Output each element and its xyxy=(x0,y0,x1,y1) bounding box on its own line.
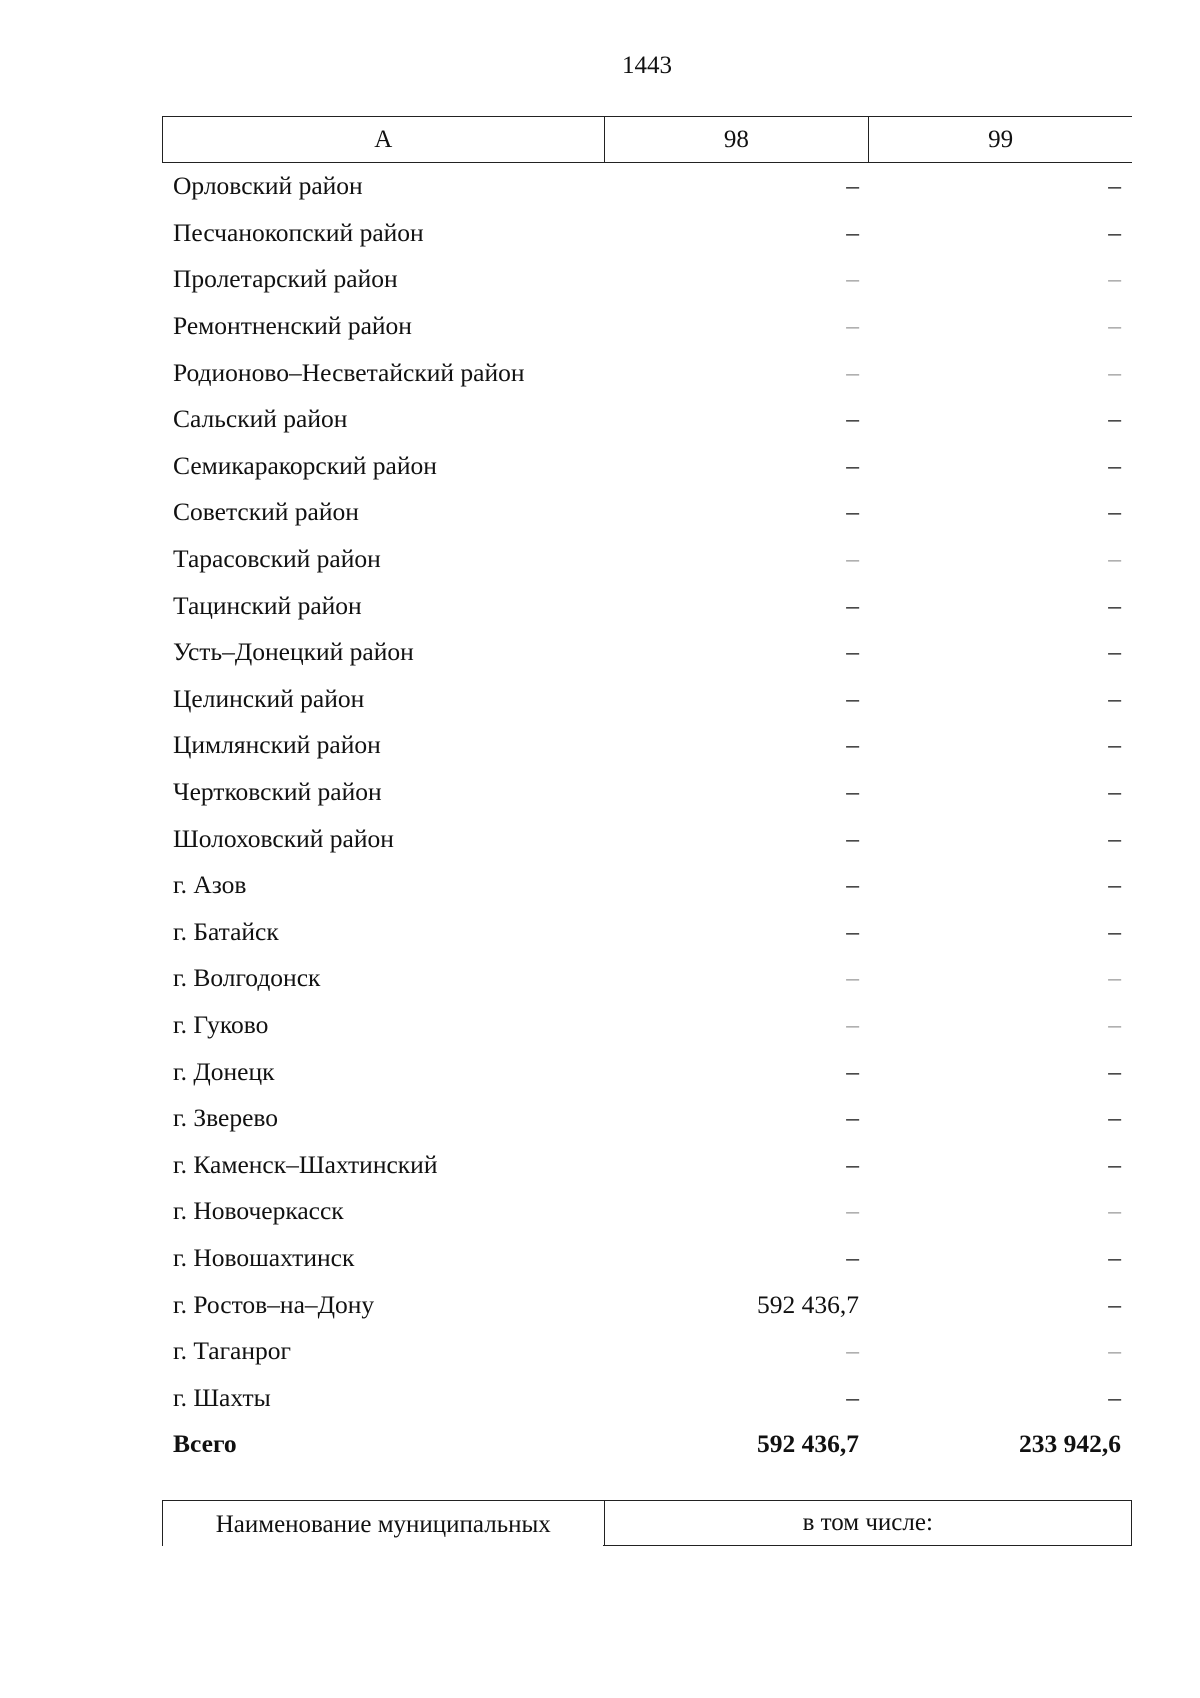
table-row xyxy=(162,582,1132,629)
header-col-a: А xyxy=(163,117,605,162)
row-value-99: – xyxy=(1108,730,1121,760)
total-value-99: 233 942,6 xyxy=(1019,1429,1121,1459)
row-name: Целинский район xyxy=(173,683,365,713)
row-name: г. Новошахтинск xyxy=(173,1242,355,1272)
row-name: г. Ростов–на–Дону xyxy=(173,1289,375,1319)
row-value-98: – xyxy=(846,404,859,434)
total-label: Всего xyxy=(173,1429,237,1459)
row-name: г. Каменск–Шахтинский xyxy=(173,1149,438,1179)
row-value-99: – xyxy=(1108,683,1121,713)
next-header-col-name: Наименование муниципальных xyxy=(163,1501,605,1545)
row-value-98: – xyxy=(846,311,859,341)
row-value-99: – xyxy=(1108,1056,1121,1086)
row-value-98: – xyxy=(846,1382,859,1412)
row-value-98: – xyxy=(846,1242,859,1272)
table-row xyxy=(162,1048,1132,1095)
table-row xyxy=(162,443,1132,490)
row-value-99: – xyxy=(1108,171,1121,201)
row-value-99: – xyxy=(1108,311,1121,341)
table-row xyxy=(162,676,1132,723)
page-number: 1443 xyxy=(622,52,672,79)
row-value-98: – xyxy=(846,916,859,946)
row-name: Шолоховский район xyxy=(173,823,394,853)
table-row xyxy=(162,536,1132,583)
row-value-98: – xyxy=(846,1149,859,1179)
header-col-98: 98 xyxy=(605,117,870,162)
row-name: г. Гуково xyxy=(173,1009,269,1039)
table-row xyxy=(162,256,1132,303)
table-header xyxy=(162,116,1132,163)
total-value-98: 592 436,7 xyxy=(757,1429,859,1459)
row-name: Ремонтненский район xyxy=(173,311,412,341)
row-value-99: – xyxy=(1108,777,1121,807)
row-value-98: – xyxy=(846,870,859,900)
table-body xyxy=(162,163,1132,1468)
table-row xyxy=(162,1002,1132,1049)
row-name: г. Донецк xyxy=(173,1056,275,1086)
table-row xyxy=(162,769,1132,816)
row-name: Цимлянский район xyxy=(173,730,381,760)
row-value-98: – xyxy=(846,544,859,574)
table-row xyxy=(162,862,1132,909)
table-row xyxy=(162,1141,1132,1188)
table-row xyxy=(162,1235,1132,1282)
row-value-98: – xyxy=(846,1196,859,1226)
row-value-98: – xyxy=(846,683,859,713)
table-row xyxy=(162,303,1132,350)
row-value-98: – xyxy=(846,963,859,993)
row-value-99: – xyxy=(1108,1382,1121,1412)
row-value-99: – xyxy=(1108,450,1121,480)
next-header-col-group: в том числе: xyxy=(605,1501,1132,1545)
row-value-98: – xyxy=(846,1103,859,1133)
row-value-98: – xyxy=(846,637,859,667)
table-row xyxy=(162,1188,1132,1235)
row-value-99: – xyxy=(1108,1009,1121,1039)
row-value-98: – xyxy=(846,1009,859,1039)
row-value-99: – xyxy=(1108,544,1121,574)
row-value-99: – xyxy=(1108,1196,1121,1226)
row-name: Пролетарский район xyxy=(173,264,398,294)
table-row xyxy=(162,1374,1132,1421)
row-name: г. Азов xyxy=(173,870,247,900)
row-name: г. Таганрог xyxy=(173,1336,291,1366)
row-value-99: – xyxy=(1108,916,1121,946)
row-value-99: – xyxy=(1108,590,1121,620)
row-value-99: – xyxy=(1108,823,1121,853)
row-value-99: – xyxy=(1108,264,1121,294)
table-row xyxy=(162,1095,1132,1142)
row-name: Песчанокопский район xyxy=(173,217,424,247)
row-value-98: – xyxy=(846,730,859,760)
row-value-99: – xyxy=(1108,1103,1121,1133)
table-row xyxy=(162,722,1132,769)
row-name: г. Волгодонск xyxy=(173,963,321,993)
row-value-99: – xyxy=(1108,963,1121,993)
row-value-99: – xyxy=(1108,870,1121,900)
row-name: Родионово–Несветайский район xyxy=(173,357,525,387)
row-name: г. Зверево xyxy=(173,1103,279,1133)
row-value-98: – xyxy=(846,590,859,620)
table-row xyxy=(162,489,1132,536)
row-value-99: – xyxy=(1108,497,1121,527)
row-value-98: – xyxy=(846,1056,859,1086)
table-row xyxy=(162,629,1132,676)
row-name: Советский район xyxy=(173,497,359,527)
row-value-98: – xyxy=(846,450,859,480)
row-value-98: – xyxy=(846,264,859,294)
total-row xyxy=(162,1421,1132,1468)
row-name: Чертковский район xyxy=(173,777,382,807)
row-name: Орловский район xyxy=(173,171,363,201)
table-row xyxy=(162,815,1132,862)
row-value-99: – xyxy=(1108,1289,1121,1319)
table-row xyxy=(162,909,1132,956)
next-table-header xyxy=(162,1500,1132,1546)
row-value-99: – xyxy=(1108,357,1121,387)
row-value-99: – xyxy=(1108,404,1121,434)
row-value-99: – xyxy=(1108,1336,1121,1366)
row-value-98: – xyxy=(846,823,859,853)
table-row xyxy=(162,163,1132,210)
row-value-98: – xyxy=(846,497,859,527)
row-value-98: – xyxy=(846,171,859,201)
table-row xyxy=(162,349,1132,396)
table-row xyxy=(162,955,1132,1002)
row-name: Сальский район xyxy=(173,404,348,434)
row-value-99: – xyxy=(1108,1242,1121,1272)
table-row xyxy=(162,210,1132,257)
row-value-98: – xyxy=(846,217,859,247)
next-table-cut-edge xyxy=(163,1544,603,1548)
row-value-98: – xyxy=(846,777,859,807)
table-row xyxy=(162,396,1132,443)
row-name: Тарасовский район xyxy=(173,544,381,574)
row-name: г. Шахты xyxy=(173,1382,271,1412)
table-row xyxy=(162,1328,1132,1375)
row-name: г. Батайск xyxy=(173,916,279,946)
row-name: Тацинский район xyxy=(173,590,362,620)
row-value-99: – xyxy=(1108,1149,1121,1179)
row-value-98: – xyxy=(846,357,859,387)
row-name: г. Новочеркасск xyxy=(173,1196,344,1226)
row-value-99: – xyxy=(1108,217,1121,247)
row-value-98: 592 436,7 xyxy=(757,1289,859,1319)
row-value-98: – xyxy=(846,1336,859,1366)
row-name: Семикаракорский район xyxy=(173,450,437,480)
row-value-99: – xyxy=(1108,637,1121,667)
row-name: Усть–Донецкий район xyxy=(173,637,414,667)
table-row xyxy=(162,1281,1132,1328)
header-col-99: 99 xyxy=(988,125,1014,153)
